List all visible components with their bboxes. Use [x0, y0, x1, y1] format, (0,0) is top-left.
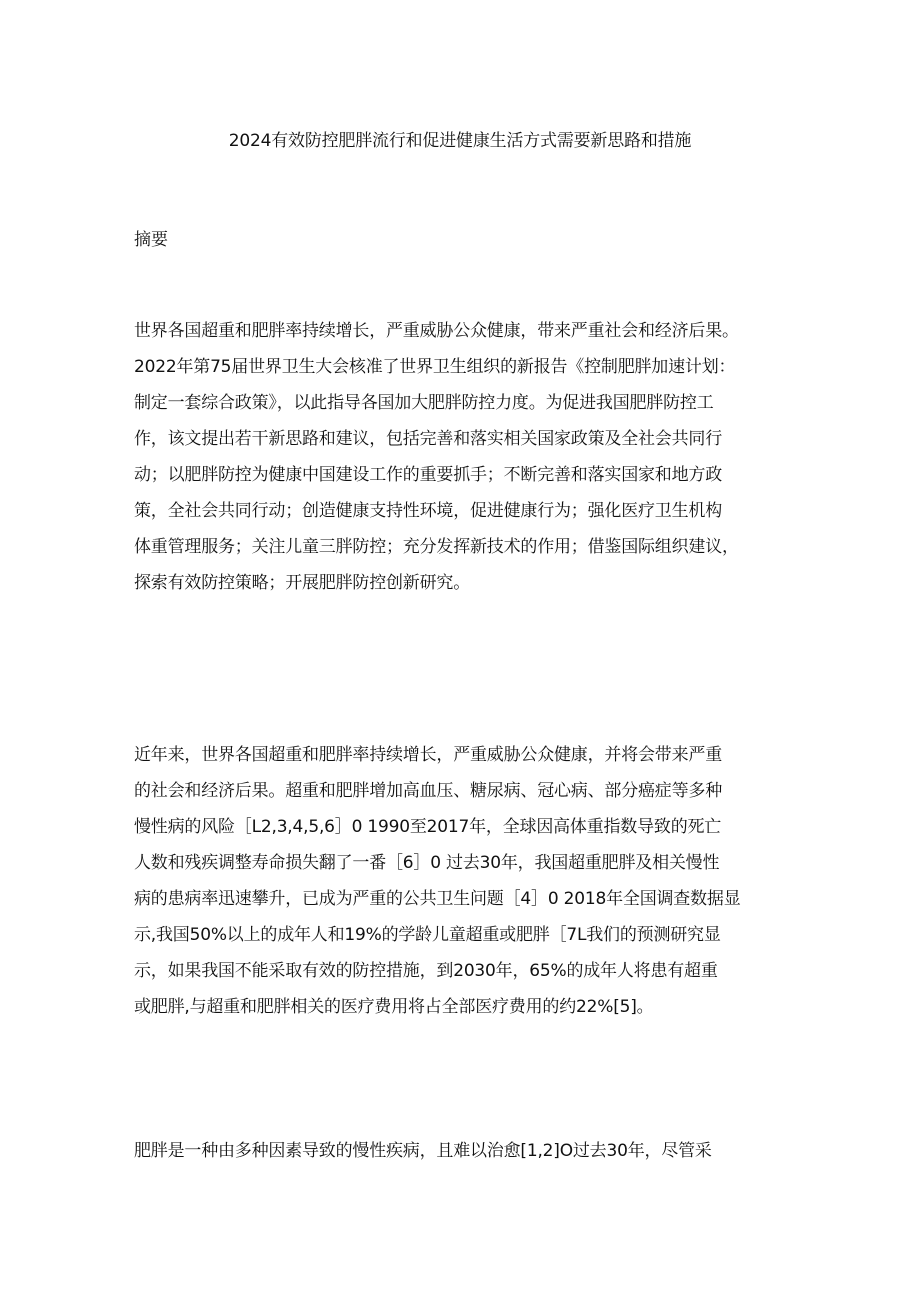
body-line: 肥胖是一种由多种因素导致的慢性疾病，且难以治愈[1,2]O过去30年，尽管采 [134, 1141, 712, 1161]
abstract-line: 世界各国超重和肥胖率持续增长，严重威胁公众健康，带来严重社会和经济后果。 [134, 321, 739, 341]
body-line: 或肥胖,与超重和肥胖相关的医疗费用将占全部医疗费用的约22%[5]。 [134, 997, 654, 1017]
abstract-line: 制定一套综合政策》，以此指导各国加大肥胖防控力度。为促进我国肥胖防控工 [134, 393, 714, 413]
abstract-line: 作，该文提出若干新思路和建议，包括完善和落实相关国家政策及全社会共同行 [134, 429, 722, 449]
body-line: 病的患病率迅速攀升，已成为严重的公共卫生问题［4］0 2018年全国调查数据显 [134, 889, 741, 909]
abstract-line: 动；以肥胖防控为健康中国建设工作的重要抓手；不断完善和落实国家和地方政 [134, 465, 722, 485]
body-line: 慢性病的风险［L2,3,4,5,6］0 1990至2017年，全球因高体重指数导致的死亡 [134, 817, 722, 837]
body-line: 示，如果我国不能采取有效的防控措施，到2030年，65%的成年人将患有超重 [134, 961, 718, 981]
intro-paragraph-1 [134, 737, 814, 1025]
abstract-line: 策，全社会共同行动；创造健康支持性环境，促进健康行为；强化医疗卫生机构 [134, 501, 722, 521]
body-line: 人数和残疾调整寿命损失翻了一番［6］0 过去30年，我国超重肥胖及相关慢性 [134, 853, 720, 873]
document-title: 2024有效防控肥胖流行和促进健康生活方式需要新思路和措施 [228, 131, 692, 151]
abstract-paragraph [134, 313, 814, 601]
abstract-line: 体重管理服务；关注儿童三胖防控；充分发挥新技术的作用；借鉴国际组织建议， [134, 537, 739, 557]
abstract-heading: 摘要 [134, 230, 168, 250]
intro-paragraph-2 [134, 1133, 814, 1169]
body-line: 示,我国50%以上的成年人和19%的学龄儿童超重或肥胖［7L我们的预测研究显 [134, 925, 721, 945]
body-line: 近年来，世界各国超重和肥胖率持续增长，严重威胁公众健康，并将会带来严重 [134, 745, 722, 765]
body-line: 的社会和经济后果。超重和肥胖增加高血压、糖尿病、冠心病、部分癌症等多种 [134, 781, 722, 801]
abstract-line: 探索有效防控策略；开展肥胖防控创新研究。 [134, 573, 470, 593]
abstract-line: 2022年第75届世界卫生大会核准了世界卫生组织的新报告《控制肥胖加速计划： [134, 357, 736, 377]
